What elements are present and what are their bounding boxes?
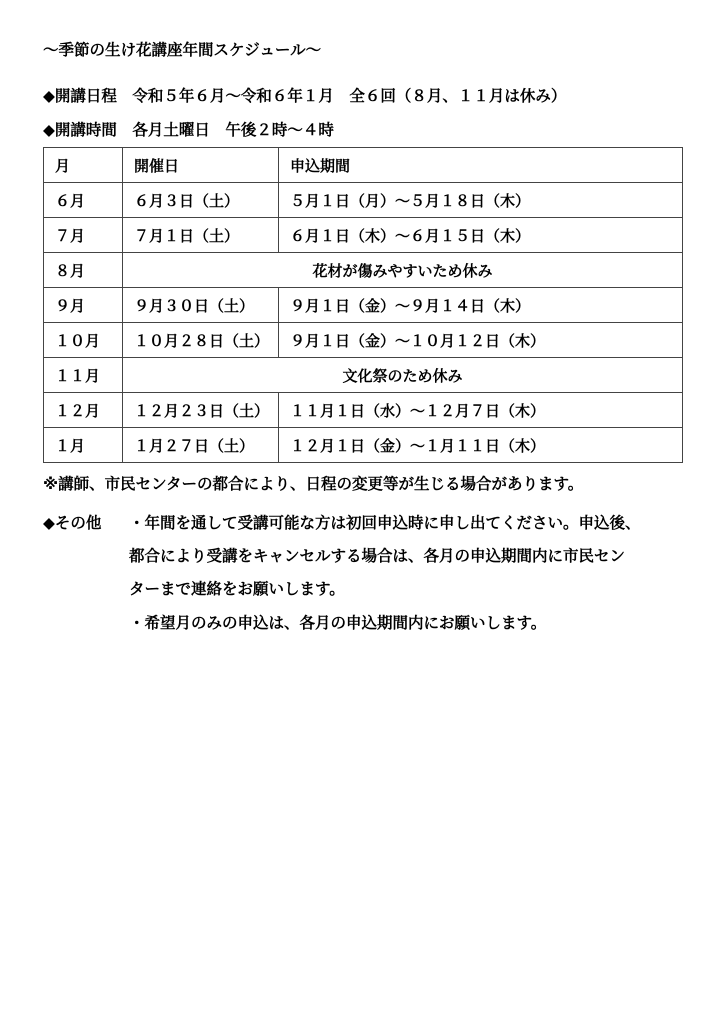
- table-row: [44, 323, 683, 358]
- table-header-row: [44, 148, 683, 183]
- schedule-period: ◆開講日程 令和５年６月～令和６年１月 全６回（８月、１１月は休み）: [43, 87, 567, 105]
- cell-period: ９月１日（金）～９月１４日（木）: [279, 288, 683, 323]
- table-row: [44, 218, 683, 253]
- other-line: 都合により受講をキャンセルする場合は、各月の申込期間内に市民セン: [129, 547, 626, 565]
- cell-period: ９月１日（金）～１０月１２日（木）: [279, 323, 683, 358]
- cell-closed-note: 文化祭のため休み: [123, 358, 683, 393]
- cell-month: １２月: [44, 393, 123, 428]
- header-month: 月: [44, 148, 123, 183]
- table-row: [44, 183, 683, 218]
- schedule-change-note: ※講師、市民センターの都合により、日程の変更等が生じる場合があります。: [43, 475, 584, 493]
- cell-month: ６月: [44, 183, 123, 218]
- cell-date: １０月２８日（土）: [123, 323, 279, 358]
- other-line: ターまで連絡をお願いします。: [129, 580, 345, 598]
- cell-period: ５月１日（月）～５月１８日（木）: [279, 183, 683, 218]
- cell-month: １１月: [44, 358, 123, 393]
- other-line: ・希望月のみの申込は、各月の申込期間内にお願いします。: [129, 614, 547, 632]
- cell-date: １２月２３日（土）: [123, 393, 279, 428]
- cell-period: ６月１日（木）～６月１５日（木）: [279, 218, 683, 253]
- cell-date: ９月３０日（土）: [123, 288, 279, 323]
- table-row: [44, 358, 683, 393]
- cell-closed-note: 花材が傷みやすいため休み: [123, 253, 683, 288]
- header-date: 開催日: [123, 148, 279, 183]
- other-line: ・年間を通して受講可能な方は初回申込時に申し出てください。申込後、: [129, 514, 641, 532]
- cell-month: ９月: [44, 288, 123, 323]
- other-label: ◆その他: [43, 514, 102, 532]
- table-row: [44, 428, 683, 463]
- cell-date: ６月３日（土）: [123, 183, 279, 218]
- cell-date: １月２７日（土）: [123, 428, 279, 463]
- cell-month: ８月: [44, 253, 123, 288]
- table-row: [44, 253, 683, 288]
- page-title: ～季節の生け花講座年間スケジュール～: [43, 41, 322, 59]
- cell-period: １２月１日（金）～１月１１日（木）: [279, 428, 683, 463]
- cell-period: １１月１日（水）～１２月７日（木）: [279, 393, 683, 428]
- cell-date: ７月１日（土）: [123, 218, 279, 253]
- cell-month: ７月: [44, 218, 123, 253]
- cell-month: １０月: [44, 323, 123, 358]
- table-row: [44, 288, 683, 323]
- cell-month: １月: [44, 428, 123, 463]
- table-row: [44, 393, 683, 428]
- schedule-table: [43, 147, 683, 463]
- header-period: 申込期間: [279, 148, 683, 183]
- schedule-time: ◆開講時間 各月土曜日 午後２時～４時: [43, 121, 334, 139]
